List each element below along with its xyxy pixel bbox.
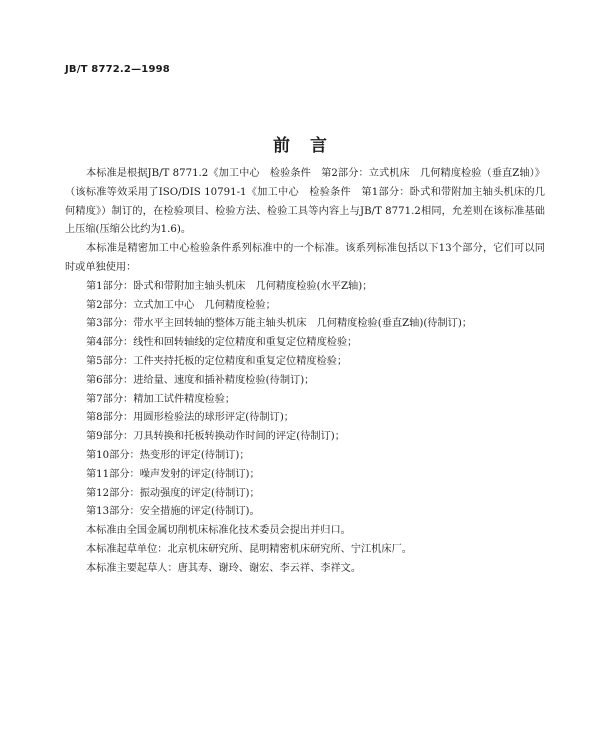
- list-item: 第8部分：用圆形检验法的球形评定(待制订)；: [86, 412, 294, 424]
- drafting-units: 本标准起草单位：北京机床研究所、昆明精密机床研究所、宁江机床厂。: [86, 543, 412, 555]
- list-item: 第10部分：热变形的评定(待制订)；: [86, 449, 250, 461]
- list-item: 第12部分：振动强度的评定(待制订)；: [86, 487, 260, 499]
- drafters: 本标准主要起草人：唐其寿、谢玲、谢宏、李云祥、李祥文。: [86, 562, 362, 574]
- list-item: 第7部分：精加工试件精度检验；: [86, 393, 236, 405]
- list-item: 第5部分：工件夹持托板的定位精度和重复定位精度检验；: [86, 355, 348, 367]
- list-item: 第1部分：卧式和带附加主轴头机床 几何精度检验(水平Z轴)；: [86, 280, 373, 292]
- foreword-paragraph-basis: 本标准是根据JB/T 8771.2《加工中心 检验条件 第2部分：立式机床 几何精度检验（垂直Z轴）》（该标准等效采用了ISO/DIS 10791-1《加工中心 检验条件 第1部分：卧式和带附加主轴头机床的几何精度》）制订的，在检验项目、检验方法、检验工具等内容上与JB/T 8771.2相同，允差则在该标准基础上压缩(压缩公比约为1.6)。: [65, 168, 545, 236]
- foreword-body: [65, 165, 545, 579]
- page-title: 前言: [273, 136, 347, 156]
- parts-list: [65, 278, 545, 522]
- standard-number: JB/T 8772.2—1998: [65, 64, 170, 75]
- list-item: 第6部分：进给量、速度和插补精度检验(待制订)；: [86, 374, 315, 386]
- list-item: 第13部分：安全措施的评定(待制订)。: [86, 506, 260, 518]
- responsible-committee: 本标准由全国金属切削机床标准化技术委员会提出并归口。: [86, 525, 351, 537]
- list-item: 第11部分：噪声发射的评定(待制订)；: [86, 468, 260, 480]
- list-item: 第2部分：立式加工中心 几何精度检验；: [86, 299, 276, 311]
- list-item: 第9部分：刀具转换和托板转换动作时间的评定(待制订)；: [86, 431, 345, 443]
- list-item: 第4部分：线性和回转轴线的定位精度和重复定位精度检验；: [86, 337, 358, 349]
- foreword-paragraph-series: 本标准是精密加工中心检验条件系列标准中的一个标准。该系列标准包括以下13个部分，它们可以同时或单独使用：: [65, 243, 545, 273]
- list-item: 第3部分：带水平主回转轴的整体万能主轴头机床 几何精度检验(垂直Z轴)(待制订)；: [86, 318, 473, 330]
